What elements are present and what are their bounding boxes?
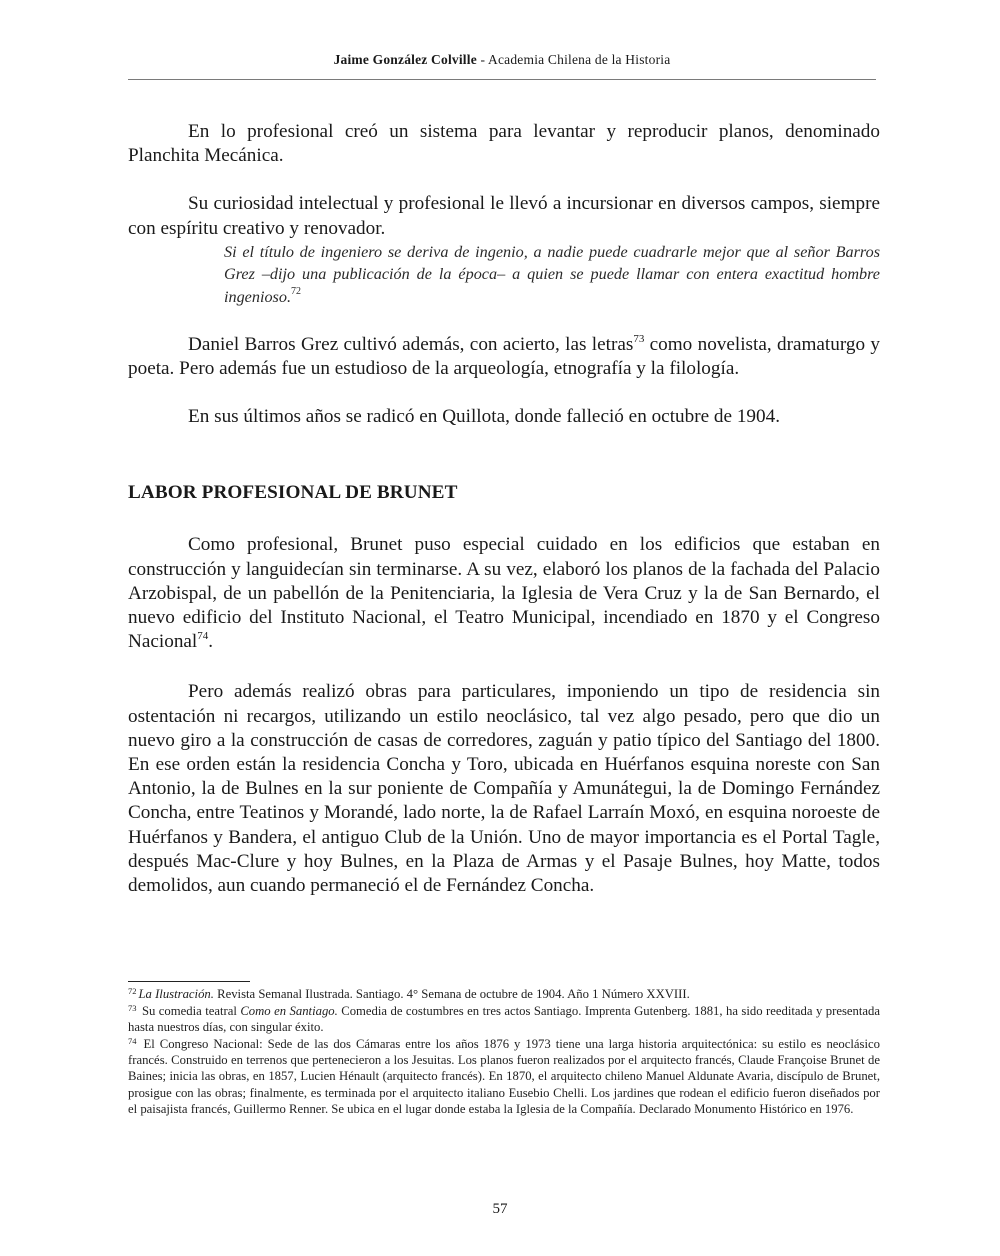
footnote-73-number: 73 — [128, 1002, 137, 1013]
footnote-73-title: Como en Santiago. — [240, 1003, 338, 1018]
footnote-rule — [128, 981, 250, 982]
footnote-73 — [128, 1003, 880, 1036]
paragraph-brunet-part2: . — [208, 631, 214, 653]
header-separator: - — [476, 52, 489, 67]
footnote-73-lead: Su comedia teatral — [138, 1003, 241, 1018]
paragraph-letras — [128, 333, 880, 381]
header-institution: Academia Chilena de la Historia — [488, 52, 671, 67]
footnote-72-text: Revista Semanal Ilustrada. Santiago. 4° Semana de octubre de 1904. Año 1 Número XXVIII. — [213, 987, 690, 1001]
block-quote — [224, 241, 880, 309]
footnote-ref-73: 73 — [633, 332, 645, 345]
paragraph-planchita: En lo profesional creó un sistema para levantar y reproducir planos, denominado Planchita Mecánica. — [128, 121, 880, 167]
paragraph-letras-part1: Daniel Barros Grez cultivó además, con acierto, las letras — [188, 333, 634, 355]
page-number: 57 — [492, 1201, 508, 1217]
footnote-72 — [128, 986, 880, 1002]
footnote-74 — [128, 1036, 880, 1117]
quote-text: Si el título de ingeniero se deriva de ingenio, a nadie puede cuadrarle mejor que al señor Barros Grez –dijo una publicación de la época– a quien se puede llamar con entera exactitud hombre ingenioso. — [224, 242, 880, 306]
footnote-73-text: Comedia de costumbres en tres actos Santiago. Imprenta Gutenberg. 1881, ha sido reeditada y presentada hasta nuestros días, con singular éxito. — [128, 1003, 880, 1035]
footnotes — [128, 986, 880, 1118]
paragraph-brunet-obras — [128, 533, 880, 654]
footnote-74-text: El Congreso Nacional: Sede de las dos Cámaras entre los años 1876 y 1973 tiene una larga historia arquitectónica: su estilo es neoclásico francés. Construido en terrenos que pertenecieron a los Jesuitas. Los planos fueron realizados por el arquitecto francés, Claude Françoise Brunet de Baines; inicia las obras, en 1857, Lucien Hénault (arquitecto francés). En 1870, el arquitecto chileno Manuel Aldunate Avaria, discípulo de Brunet, prosigue con las obras; finalmente, es terminada por el arquitecto italiano Eusebio Chelli. Los jardines que rodean el edificio fueron diseñados por el paisajista francés, Guillermo Renner. Se ubica en el lugar donde estaba la Iglesia de la Compañía. Declarado Monumento Histórico en 1976. — [128, 1036, 880, 1117]
footnote-ref-72: 72 — [291, 286, 301, 297]
paragraph-particulares: Pero además realizó obras para particulares, imponiendo un tipo de residencia sin ostentación ni recargos, utilizando un estilo neoclásico, tal vez algo pesado, pero que dio un nuevo giro a la construcción de casas de corredores, zaguán y patio típico del Santiago del 1800. En ese orden están la residencia Concha y Toro, ubicada en Huérfanos esquina noreste con San Antonio, la de Bulnes en la sur poniente de Compañía y Amunátegui, la de Domingo Fernández Concha, entre Teatinos y Morandé, lado norte, la de Rafael Larraín Moxó, en esquina noroeste de Huérfanos y Bandera, el antiguo Club de la Unión. Uno de mayor importancia es el Portal Tagle, después Mac-Clure y hoy Bulnes, en la Plaza de Armas y el Pasaje Bulnes, hoy Matte, todos demolidos, aun cuando permaneció el de Fernández Concha. — [128, 681, 880, 897]
paragraph-quillota: En sus últimos años se radicó en Quillota, donde falleció en octubre de 1904. — [188, 406, 781, 427]
running-header — [128, 52, 876, 68]
footnote-ref-74: 74 — [197, 630, 209, 643]
paragraph-curiosidad: Su curiosidad intelectual y profesional le llevó a incursionar en diversos campos, siempre con espíritu creativo y renovador. — [128, 193, 880, 239]
header-author: Jaime González Colville — [333, 52, 477, 67]
header-rule — [128, 79, 876, 80]
section-heading: LABOR PROFESIONAL DE BRUNET — [128, 482, 458, 504]
footnote-74-number: 74 — [128, 1035, 137, 1046]
footnote-72-number: 72 — [128, 986, 137, 996]
paragraph-letras-part2: como novelista, dramaturgo y poeta. Pero además fue un estudioso de la arqueología, etnografía y la filología. — [128, 333, 880, 379]
main-text — [128, 120, 880, 898]
footnote-72-title: La Ilustración. — [138, 987, 214, 1001]
paragraph-brunet-part1: Como profesional, Brunet puso especial cuidado en los edificios que estaban en construcción y languidecían sin terminarse. A su vez, elaboró los planos de la fachada del Palacio Arzobispal, de un pabellón de la Penitenciaria, la Iglesia de Vera Cruz y la de San Bernardo, el nuevo edificio del Instituto Nacional, el Teatro Municipal, incendiado en 1870 y el Congreso Nacional — [128, 534, 880, 653]
